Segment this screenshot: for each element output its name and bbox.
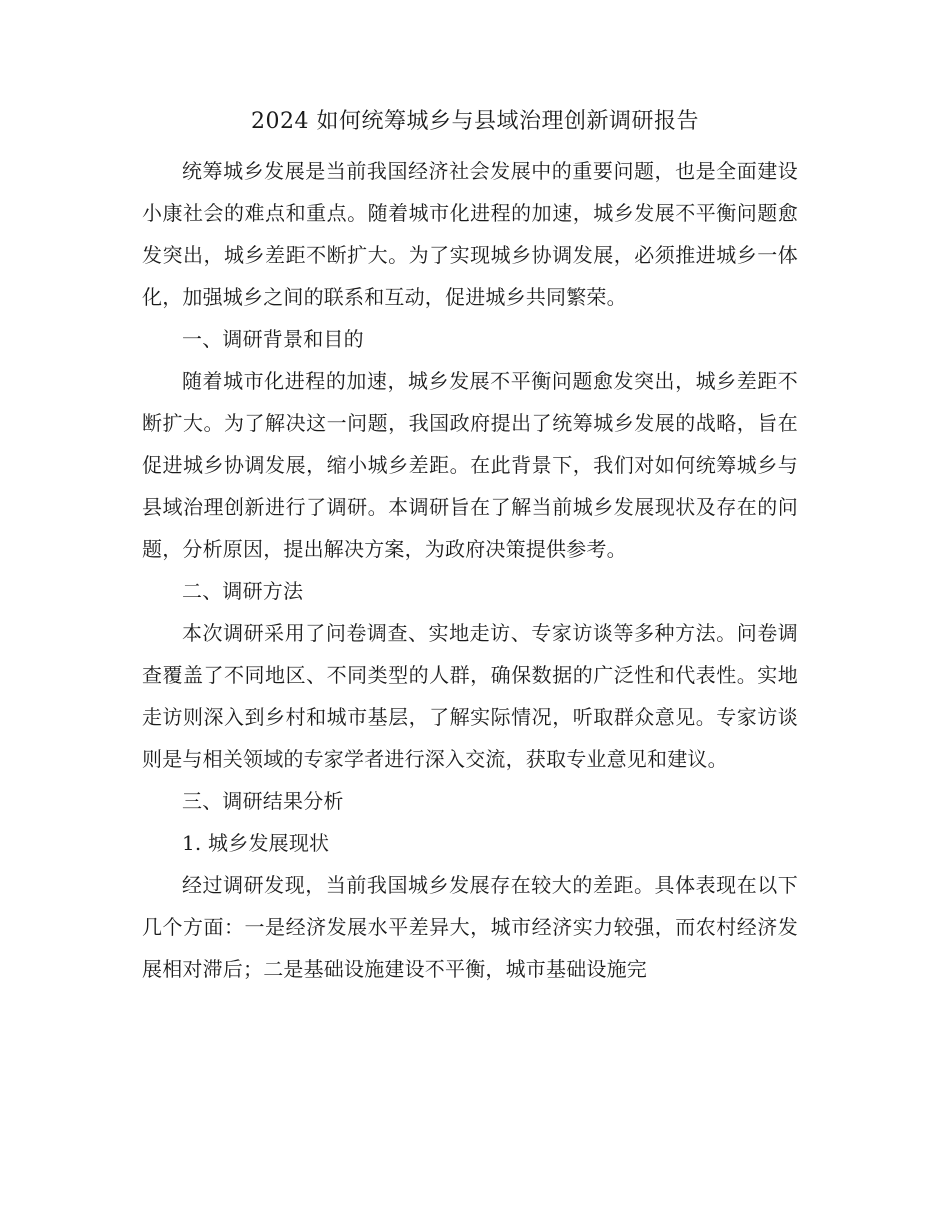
section-heading-background: 一、调研背景和目的 bbox=[182, 327, 364, 351]
section-heading-method: 二、调研方法 bbox=[182, 579, 304, 603]
section-heading-results: 三、调研结果分析 bbox=[182, 789, 344, 813]
document-title: 2024 如何统筹城乡与县域治理创新调研报告 bbox=[251, 109, 699, 134]
method-paragraph: 本次调研采用了问卷调查、实地走访、专家访谈等多种方法。问卷调查覆盖了不同地区、不同类型的人群，确保数据的广泛性和代表性。实地走访则深入到乡村和城市基层，了解实际情况，听取群众意见。专家访谈则是与相关领域的专家学者进行深入交流，获取专业意见和建议。 bbox=[142, 621, 798, 771]
subsection-heading-status: 1. 城乡发展现状 bbox=[182, 831, 330, 855]
background-paragraph: 随着城市化进程的加速，城乡发展不平衡问题愈发突出，城乡差距不断扩大。为了解决这一问题，我国政府提出了统筹城乡发展的战略，旨在促进城乡协调发展，缩小城乡差距。在此背景下，我们对如何统筹城乡与县域治理创新进行了调研。本调研旨在了解当前城乡发展现状及存在的问题，分析原因，提出解决方案，为政府决策提供参考。 bbox=[142, 369, 798, 561]
intro-paragraph: 统筹城乡发展是当前我国经济社会发展中的重要问题，也是全面建设小康社会的难点和重点。随着城市化进程的加速，城乡发展不平衡问题愈发突出，城乡差距不断扩大。为了实现城乡协调发展，必须推进城乡一体化，加强城乡之间的联系和互动，促进城乡共同繁荣。 bbox=[142, 159, 798, 309]
document-body bbox=[142, 150, 798, 990]
status-paragraph: 经过调研发现，当前我国城乡发展存在较大的差距。具体表现在以下几个方面：一是经济发展水平差异大，城市经济实力较强，而农村经济发展相对滞后；二是基础设施建设不平衡，城市基础设施完 bbox=[142, 873, 798, 981]
